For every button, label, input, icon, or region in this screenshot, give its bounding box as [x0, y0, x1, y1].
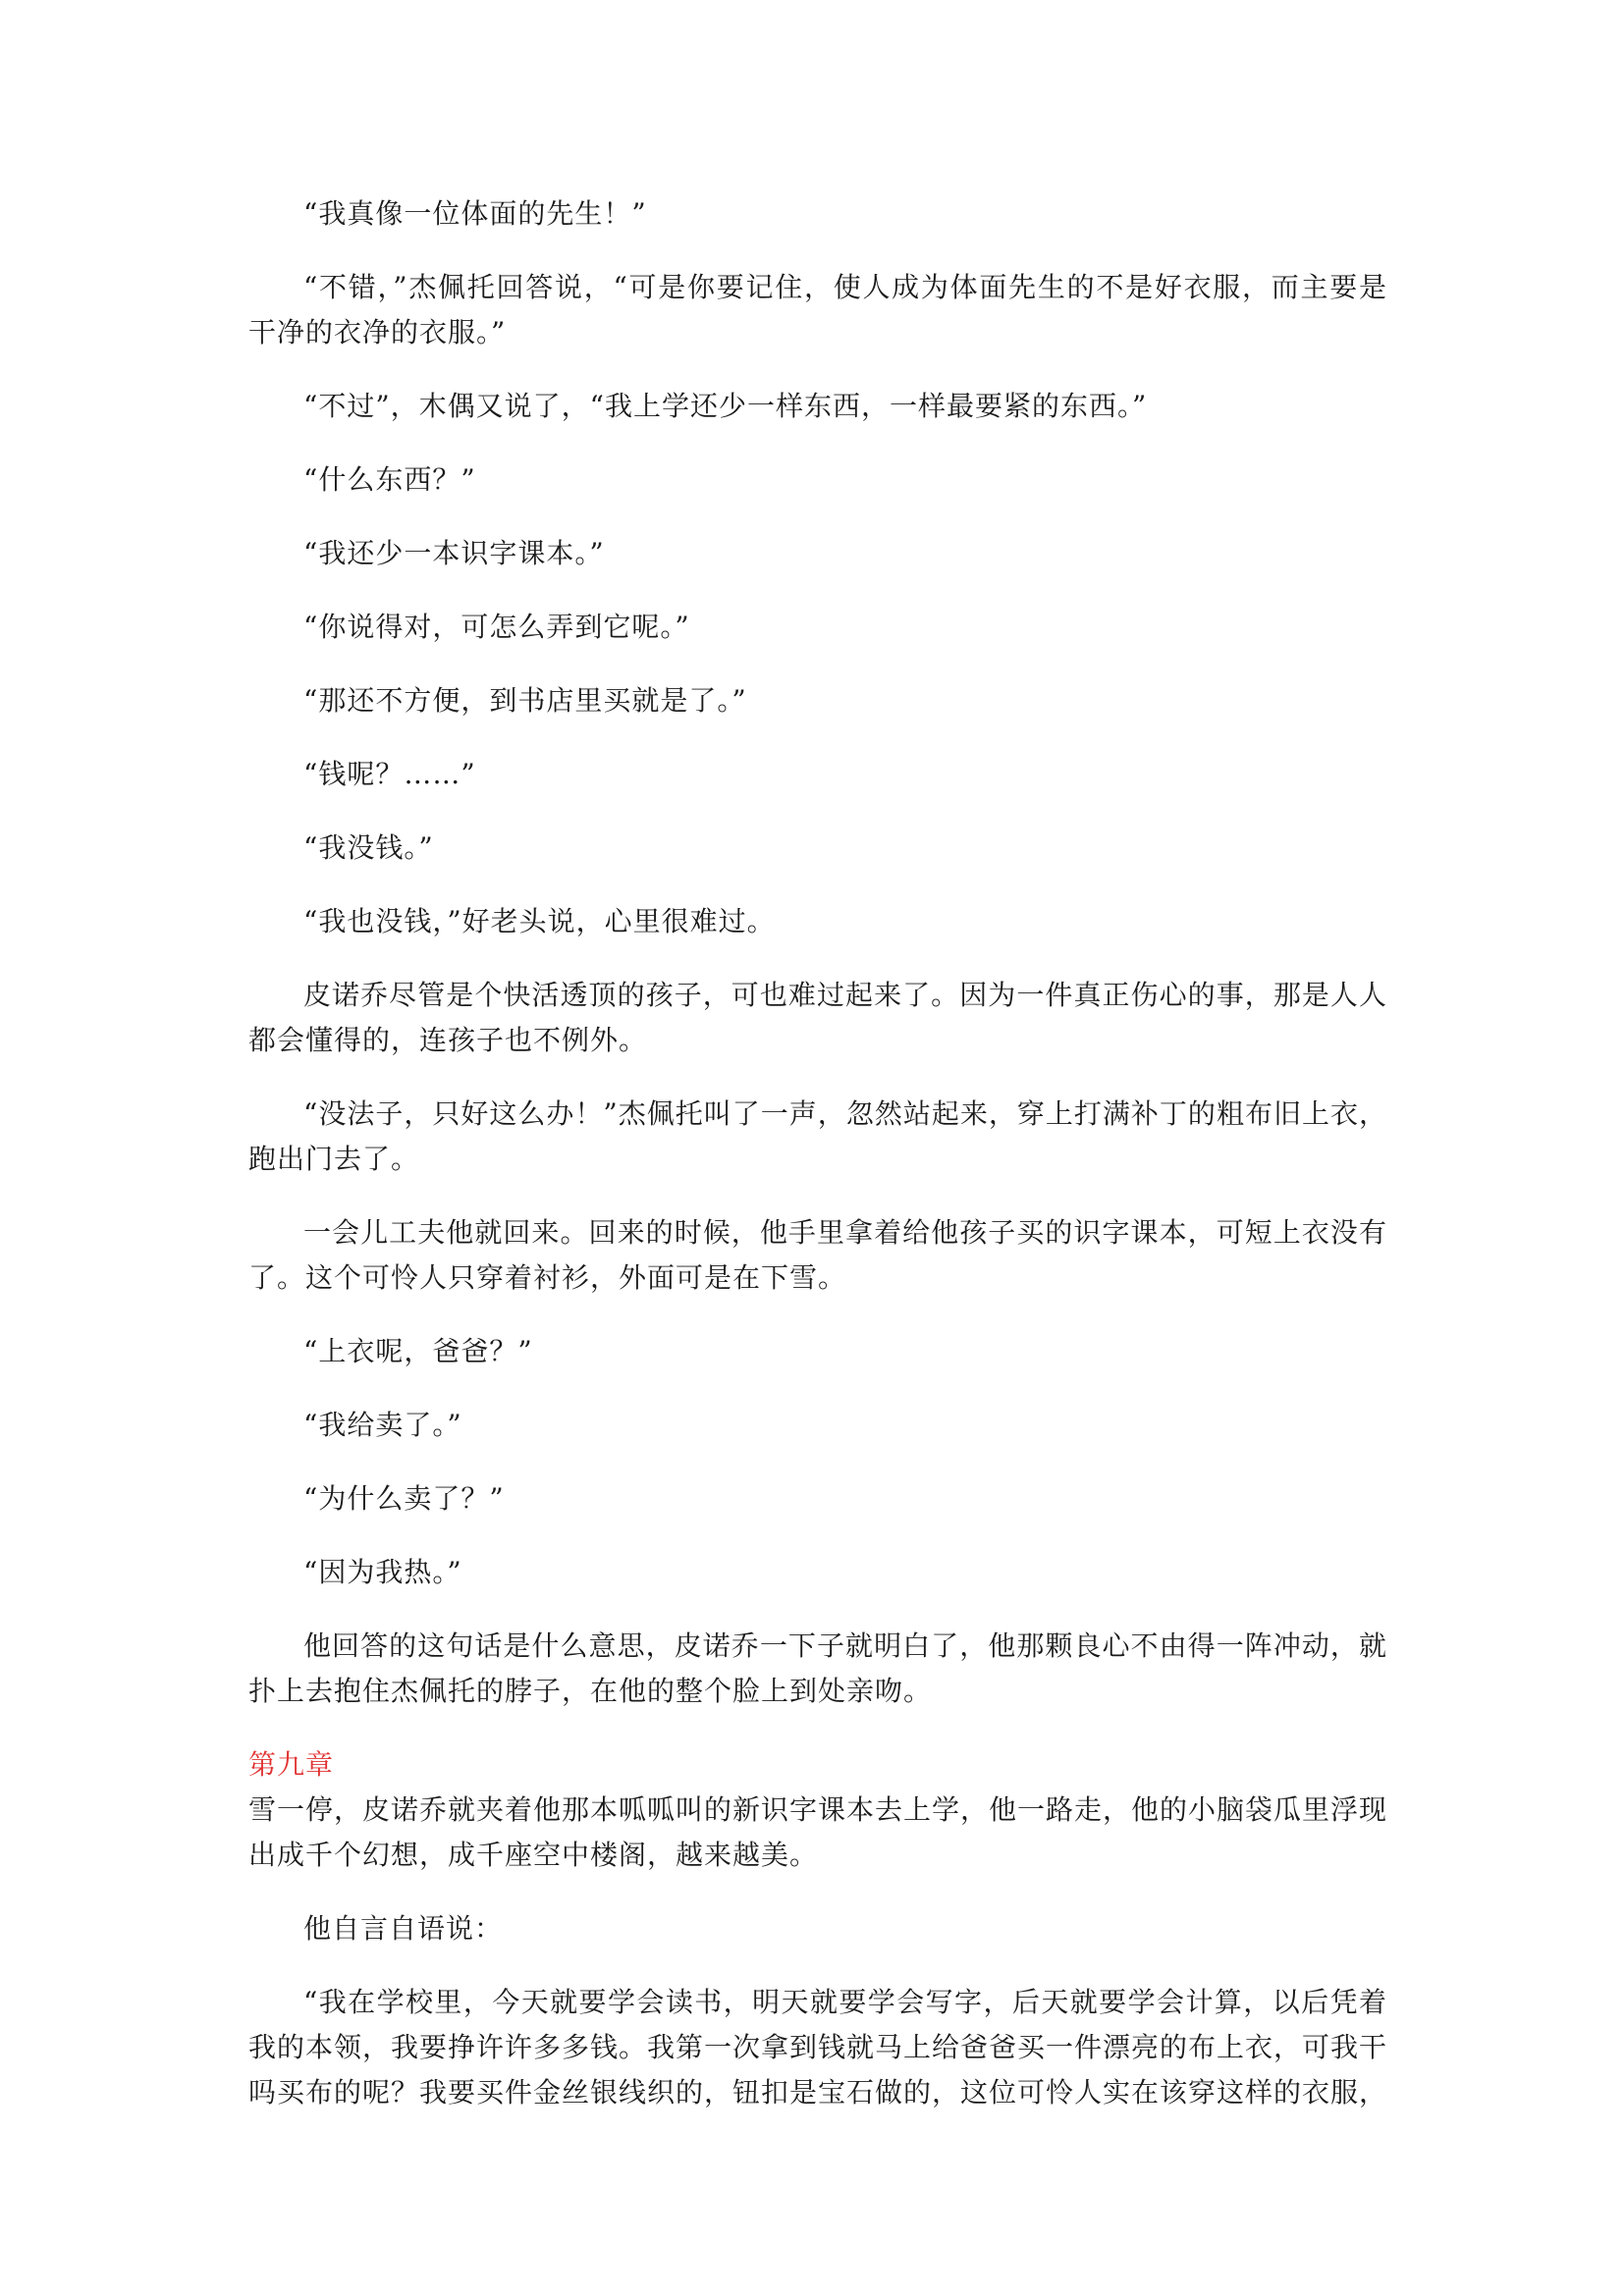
paragraph: “我还少一本识字课本。”	[303, 537, 605, 569]
paragraph: “上衣呢，爸爸？”	[303, 1335, 533, 1367]
paragraph: “我没钱。”	[303, 831, 434, 864]
paragraph: 皮诺乔尽管是个快活透顶的孩子，可也难过起来了。因为一件真正伤心的事，那是人人都会懂得的，连孩子也不例外。	[248, 979, 1387, 1056]
document-body	[248, 191, 1387, 2144]
paragraph: “不错，”杰佩托回答说，“可是你要记住，使人成为体面先生的不是好衣服，而主要是干净的衣净的衣服。”	[248, 271, 1387, 348]
chapter-paragraph: 他自言自语说：	[303, 1912, 504, 1945]
paragraph: “什么东西？”	[303, 463, 476, 496]
paragraph: “因为我热。”	[303, 1556, 462, 1588]
paragraph: “为什么卖了？”	[303, 1482, 505, 1515]
paragraph: 他回答的这句话是什么意思，皮诺乔一下子就明白了，他那颗良心不由得一阵冲动，就扑上去抱住杰佩托的脖子，在他的整个脸上到处亲吻。	[248, 1629, 1387, 1707]
paragraph: “我也没钱，”好老头说，心里很难过。	[303, 905, 776, 937]
chapter-heading: 第九章	[248, 1748, 335, 1781]
paragraph: “我给卖了。”	[303, 1409, 462, 1441]
chapter-paragraph: 雪一停，皮诺乔就夹着他那本呱呱叫的新识字课本去上学，他一路走，他的小脑袋瓜里浮现出成千个幻想，成千座空中楼阁，越来越美。	[248, 1793, 1388, 1871]
paragraph: 一会儿工夫他就回来。回来的时候，他手里拿着给他孩子买的识字课本，可短上衣没有了。这个可怜人只穿着衬衫，外面可是在下雪。	[248, 1216, 1387, 1294]
paragraph: “不过”，木偶又说了，“我上学还少一样东西，一样最要紧的东西。”	[303, 390, 1148, 422]
paragraph: “没法子，只好这么办！”杰佩托叫了一声，忽然站起来，穿上打满补丁的粗布旧上衣，跑出门去了。	[248, 1097, 1387, 1175]
paragraph: “你说得对，可怎么弄到它呢。”	[303, 611, 690, 643]
paragraph: “我真像一位体面的先生！”	[303, 197, 647, 230]
chapter-paragraph: “我在学校里，今天就要学会读书，明天就要学会写字，后天就要学会计算，以后凭着我的本领，我要挣许许多多钱。我第一次拿到钱就马上给爸爸买一件漂亮的布上衣，可我干吗买布的呢？我要买件金丝银线织的，钮扣是宝石做的，这位可怜人实在该穿这样的衣服，	[248, 1986, 1388, 2109]
paragraph: “钱呢？……”	[303, 758, 476, 790]
paragraph: “那还不方便，到书店里买就是了。”	[303, 684, 747, 717]
